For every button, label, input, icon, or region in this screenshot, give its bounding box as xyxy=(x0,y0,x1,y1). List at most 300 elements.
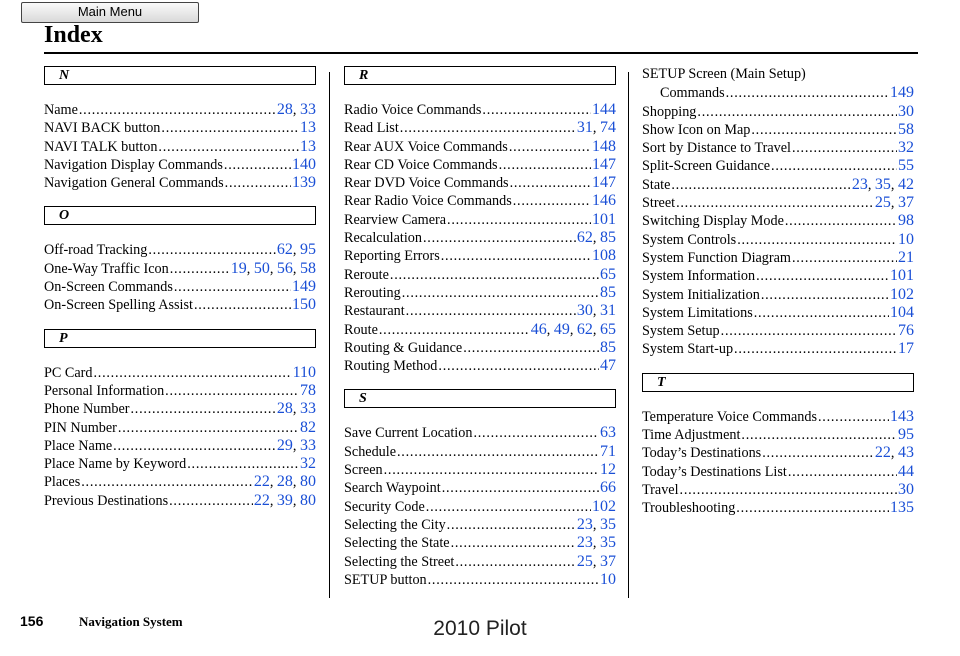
index-entry-label: Read List xyxy=(344,120,399,137)
index-entry-label: Reporting Errors xyxy=(344,248,440,265)
leader-dots xyxy=(438,358,599,375)
page-refs xyxy=(875,444,914,462)
leader-dots xyxy=(737,232,897,249)
index-entry-label: Street xyxy=(642,195,676,212)
leader-dots xyxy=(225,175,291,192)
index-entry-label: Restaurant xyxy=(344,303,405,320)
index-entry-label: Selecting the Street xyxy=(344,553,455,570)
index-entry-label: PC Card xyxy=(44,364,93,381)
page-link[interactable]: 101 xyxy=(890,267,914,285)
index-entry xyxy=(344,443,616,461)
index-entry-label: Troubleshooting xyxy=(642,500,736,517)
page-link[interactable]: 25 xyxy=(576,552,593,570)
page-refs xyxy=(577,553,616,571)
page-link[interactable]: 49 xyxy=(553,320,570,338)
index-entry-label: Phone Number xyxy=(44,401,130,418)
page-link[interactable]: 13 xyxy=(300,119,316,137)
page-refs xyxy=(600,284,616,302)
index-entry-label: Rear AUX Voice Commands xyxy=(344,138,508,155)
index-entry xyxy=(344,424,616,442)
index-entry xyxy=(44,382,316,400)
page-link[interactable]: 143 xyxy=(890,407,914,425)
leader-dots xyxy=(79,102,276,119)
index-entry xyxy=(44,119,316,137)
leader-dots xyxy=(390,267,599,284)
page-refs xyxy=(277,101,316,119)
leader-dots xyxy=(736,500,889,517)
index-entry xyxy=(344,101,616,119)
page-refs xyxy=(898,139,914,157)
page-refs xyxy=(898,103,914,121)
index-entry xyxy=(642,176,914,194)
page-refs xyxy=(898,322,914,340)
leader-dots xyxy=(499,157,591,174)
index-entry-label: Selecting the State xyxy=(344,535,450,552)
page-refs xyxy=(292,278,316,296)
page-link[interactable]: 66 xyxy=(600,479,616,497)
index-entry-label: NAVI BACK button xyxy=(44,120,161,137)
index-entry xyxy=(642,121,914,139)
page-link[interactable]: 50 xyxy=(253,259,270,277)
page-refs xyxy=(531,321,616,339)
page-link[interactable]: 85 xyxy=(600,229,616,247)
page-refs xyxy=(898,481,914,499)
page-separator: , xyxy=(592,553,600,570)
page-refs xyxy=(592,498,616,516)
leader-dots xyxy=(697,104,897,121)
page-link[interactable]: 35 xyxy=(600,515,616,533)
leader-dots xyxy=(169,493,253,510)
index-entry xyxy=(344,211,616,229)
page-refs xyxy=(592,174,616,192)
page-link[interactable]: 98 xyxy=(898,212,914,230)
page-link[interactable]: 30 xyxy=(898,480,914,498)
page-refs xyxy=(592,138,616,156)
page-link[interactable]: 29 xyxy=(276,436,293,454)
page-link[interactable]: 150 xyxy=(292,296,316,314)
leader-dots xyxy=(402,285,599,302)
page-link[interactable]: 23 xyxy=(851,175,868,193)
index-section xyxy=(642,373,914,518)
page-link[interactable]: 140 xyxy=(292,155,316,173)
index-entry xyxy=(344,119,616,137)
page-refs xyxy=(600,266,616,284)
leader-dots xyxy=(676,195,874,212)
page-link[interactable]: 82 xyxy=(300,418,316,436)
index-entry xyxy=(344,553,616,571)
page-refs xyxy=(577,516,616,534)
page-refs xyxy=(592,156,616,174)
index-entry xyxy=(642,304,914,322)
leader-dots xyxy=(721,323,897,340)
page-refs xyxy=(600,357,616,375)
index-entry-label: Show Icon on Map xyxy=(642,121,751,138)
leader-dots xyxy=(113,438,276,455)
index-section xyxy=(642,66,914,359)
index-entry-label: Place Name xyxy=(44,437,113,454)
page-link[interactable]: 31 xyxy=(576,119,593,137)
page-link[interactable]: 62 xyxy=(576,229,593,247)
page-link[interactable]: 62 xyxy=(576,320,593,338)
page-link[interactable]: 21 xyxy=(898,248,914,266)
index-entry-label: Today’s Destinations xyxy=(642,445,762,462)
page-refs xyxy=(890,286,914,304)
leader-dots xyxy=(671,177,850,194)
page-link[interactable]: 10 xyxy=(600,570,616,588)
leader-dots xyxy=(397,444,599,461)
index-entry-label: Temperature Voice Commands xyxy=(642,408,817,425)
index-entry xyxy=(344,174,616,192)
page-link[interactable]: 17 xyxy=(898,340,914,358)
index-entry-label: PIN Number xyxy=(44,419,117,436)
leader-dots xyxy=(473,425,599,442)
index-column-3 xyxy=(642,66,914,532)
section-letter-n: N xyxy=(44,66,316,85)
page-refs xyxy=(898,249,914,267)
index-entry xyxy=(642,103,914,121)
page-link[interactable]: 102 xyxy=(890,285,914,303)
page-refs xyxy=(852,176,914,194)
page-link[interactable]: 146 xyxy=(592,192,616,210)
leader-dots xyxy=(818,409,889,426)
index-entry xyxy=(642,481,914,499)
page-link[interactable]: 139 xyxy=(292,174,316,192)
index-entry xyxy=(344,357,616,375)
page-link[interactable]: 37 xyxy=(898,194,914,212)
page-refs xyxy=(300,419,316,437)
index-entry-label: Rear CD Voice Commands xyxy=(344,156,498,173)
page-link[interactable]: 22 xyxy=(874,444,891,462)
page-refs xyxy=(600,479,616,497)
leader-dots xyxy=(428,572,599,589)
index-entry-label: Places xyxy=(44,474,81,491)
index-entry-label: System Initialization xyxy=(642,286,760,303)
page-refs xyxy=(300,455,316,473)
page-link[interactable]: 104 xyxy=(890,303,914,321)
index-entry-label: On-Screen Commands xyxy=(44,279,173,296)
page-link[interactable]: 44 xyxy=(898,462,914,480)
index-entry-label: Place Name by Keyword xyxy=(44,456,187,473)
page-link[interactable]: 85 xyxy=(600,283,616,301)
leader-dots xyxy=(442,480,599,497)
index-entry-label: System Function Diagram xyxy=(642,249,791,266)
index-entry xyxy=(642,139,914,157)
index-entry xyxy=(344,498,616,516)
index-entry xyxy=(642,249,914,267)
page-separator: , xyxy=(592,230,600,247)
page-link[interactable]: 37 xyxy=(600,552,616,570)
index-entry xyxy=(44,156,316,174)
page-refs xyxy=(592,211,616,229)
leader-dots xyxy=(788,464,897,481)
page-refs xyxy=(292,174,316,192)
index-entry-label: System Controls xyxy=(642,231,737,248)
leader-dots xyxy=(751,122,897,139)
page-link[interactable]: 147 xyxy=(592,155,616,173)
leader-dots xyxy=(174,279,291,296)
leader-dots xyxy=(447,517,576,534)
index-entry-label: Routing Method xyxy=(344,358,438,375)
page-refs xyxy=(292,156,316,174)
page-link[interactable]: 28 xyxy=(276,473,293,491)
index-entry-label: System Setup xyxy=(642,323,720,340)
index-section xyxy=(44,206,316,314)
page-link[interactable]: 32 xyxy=(300,455,316,473)
page-separator: , xyxy=(292,260,300,277)
page-refs xyxy=(577,534,616,552)
page-refs xyxy=(890,499,914,517)
index-entry-label: Route xyxy=(344,321,378,338)
index-entry xyxy=(642,408,914,426)
page-link[interactable]: 63 xyxy=(600,424,616,442)
page-refs xyxy=(898,212,914,230)
page-separator: , xyxy=(592,120,600,137)
leader-dots xyxy=(131,401,276,418)
leader-dots xyxy=(741,427,897,444)
index-entry-label: One-Way Traffic Icon xyxy=(44,260,169,277)
index-entry-label: Commands xyxy=(660,85,725,102)
page-separator: , xyxy=(292,102,300,118)
page-link[interactable]: 58 xyxy=(300,259,316,277)
leader-dots xyxy=(379,322,530,339)
page-refs xyxy=(292,296,316,314)
page-link[interactable]: 55 xyxy=(898,157,914,175)
page-link[interactable]: 28 xyxy=(276,101,293,118)
index-entry xyxy=(44,101,316,119)
page-link[interactable]: 33 xyxy=(300,101,316,118)
page-link[interactable]: 47 xyxy=(600,357,616,375)
leader-dots xyxy=(426,499,591,516)
index-entry-label: On-Screen Spelling Assist xyxy=(44,297,193,314)
index-entry xyxy=(642,194,914,212)
page-separator: , xyxy=(246,260,254,277)
page-link[interactable]: 39 xyxy=(276,491,293,509)
page-link[interactable]: 147 xyxy=(592,174,616,192)
page-link[interactable]: 80 xyxy=(300,473,316,491)
leader-dots xyxy=(726,85,889,102)
page-refs xyxy=(254,492,316,510)
page-link[interactable]: 74 xyxy=(600,119,616,137)
index-entry xyxy=(344,302,616,320)
page-refs xyxy=(600,461,616,479)
page-link[interactable]: 144 xyxy=(592,101,616,118)
page-refs xyxy=(898,231,914,249)
page-link[interactable]: 80 xyxy=(300,491,316,509)
index-entry-label: Schedule xyxy=(344,443,397,460)
page-link[interactable]: 32 xyxy=(898,139,914,157)
index-entry xyxy=(344,516,616,534)
page-refs xyxy=(600,571,616,589)
page-refs xyxy=(254,473,316,491)
page-refs xyxy=(890,304,914,322)
page-link[interactable]: 46 xyxy=(530,320,547,338)
index-entry xyxy=(344,266,616,284)
page-link[interactable]: 22 xyxy=(253,473,270,491)
index-entry xyxy=(44,278,316,296)
index-entry xyxy=(642,212,914,230)
index-entry-label: System Limitations xyxy=(642,304,753,321)
page-link[interactable]: 12 xyxy=(600,461,616,479)
main-menu-button[interactable]: Main Menu xyxy=(21,2,199,23)
index-entry-label: Save Current Location xyxy=(344,425,473,442)
page-link[interactable]: 76 xyxy=(898,322,914,340)
page-link[interactable]: 19 xyxy=(230,259,247,277)
page-link[interactable]: 35 xyxy=(874,175,891,193)
page-link[interactable]: 42 xyxy=(898,175,914,193)
page-link[interactable]: 108 xyxy=(592,247,616,265)
index-entry xyxy=(344,534,616,552)
index-entry xyxy=(344,339,616,357)
leader-dots xyxy=(118,420,299,437)
index-entry xyxy=(642,322,914,340)
page-link[interactable]: 85 xyxy=(600,338,616,356)
page-link[interactable]: 31 xyxy=(600,302,616,320)
page-link[interactable]: 58 xyxy=(898,120,914,138)
index-entry xyxy=(642,157,914,175)
index-entry xyxy=(642,267,914,285)
index-entry xyxy=(44,419,316,437)
page-link[interactable]: 149 xyxy=(292,278,316,296)
page-link[interactable]: 56 xyxy=(276,259,293,277)
page-link[interactable]: 102 xyxy=(592,497,616,515)
page-link[interactable]: 95 xyxy=(898,426,914,444)
section-letter-o: O xyxy=(44,206,316,225)
page-link[interactable]: 135 xyxy=(890,499,914,517)
page-separator: , xyxy=(592,535,600,552)
index-entry-label: Recalculation xyxy=(344,230,422,247)
page-separator: , xyxy=(592,516,600,533)
page-refs xyxy=(898,157,914,175)
page-refs xyxy=(277,400,316,418)
page-link[interactable]: 22 xyxy=(253,491,270,509)
index-entry-label: Previous Destinations xyxy=(44,492,169,509)
column-divider xyxy=(628,72,629,598)
index-section xyxy=(44,329,316,510)
leader-dots xyxy=(785,213,897,230)
section-letter-t: T xyxy=(642,373,914,392)
page-refs xyxy=(300,382,316,400)
index-entry-label: Split-Screen Guidance xyxy=(642,158,771,175)
index-entry-label: Screen xyxy=(344,462,383,479)
leader-dots xyxy=(792,250,897,267)
index-entry-label: Selecting the City xyxy=(344,516,446,533)
leader-dots xyxy=(187,456,299,473)
page-link[interactable]: 30 xyxy=(576,302,593,320)
column-divider xyxy=(329,72,330,598)
leader-dots xyxy=(441,248,591,265)
index-section xyxy=(344,389,616,589)
leader-dots xyxy=(680,482,897,499)
page-link[interactable]: 30 xyxy=(898,102,914,120)
page-link[interactable]: 71 xyxy=(600,442,616,460)
page-refs xyxy=(577,119,616,137)
index-entry xyxy=(344,156,616,174)
page-link[interactable]: 95 xyxy=(300,241,316,259)
page-link[interactable]: 23 xyxy=(576,534,593,552)
page-link[interactable]: 33 xyxy=(300,400,316,418)
page-link[interactable]: 35 xyxy=(600,534,616,552)
index-section xyxy=(44,66,316,192)
index-entry-label: Name xyxy=(44,102,78,118)
page-link[interactable]: 43 xyxy=(898,444,914,462)
index-entry xyxy=(344,479,616,497)
index-entry-label: Rerouting xyxy=(344,284,401,301)
index-entry-label: Navigation Display Commands xyxy=(44,156,223,173)
page-separator: , xyxy=(269,260,277,277)
index-entry xyxy=(44,174,316,192)
page-link[interactable]: 78 xyxy=(300,381,316,399)
leader-dots xyxy=(463,340,599,357)
index-entry-label: System Start-up xyxy=(642,341,734,358)
index-entry-label: Security Code xyxy=(344,498,425,515)
page-link[interactable]: 101 xyxy=(592,210,616,228)
page-refs xyxy=(577,229,616,247)
index-entry xyxy=(642,426,914,444)
index-entry xyxy=(344,571,616,589)
page-link[interactable]: 65 xyxy=(600,265,616,283)
index-entry xyxy=(642,231,914,249)
index-entry xyxy=(44,241,316,259)
leader-dots xyxy=(510,175,591,192)
page-link[interactable]: 10 xyxy=(898,230,914,248)
index-entry-label: State xyxy=(642,176,671,193)
index-column-2 xyxy=(344,66,616,603)
page-link[interactable]: 28 xyxy=(276,400,293,418)
index-entry xyxy=(44,400,316,418)
index-entry xyxy=(642,340,914,358)
page-link[interactable]: 23 xyxy=(576,515,593,533)
index-entry xyxy=(642,499,914,517)
index-entry xyxy=(44,260,316,278)
index-entry-label: Travel xyxy=(642,481,679,498)
page-link[interactable]: 110 xyxy=(292,363,316,381)
page-link[interactable]: 25 xyxy=(874,194,891,212)
page-refs xyxy=(577,302,616,320)
leader-dots xyxy=(224,157,291,174)
leader-dots xyxy=(148,242,276,259)
index-entry xyxy=(344,321,616,339)
page-refs xyxy=(592,192,616,210)
page-link[interactable]: 62 xyxy=(276,241,293,259)
page-refs xyxy=(898,340,914,358)
index-entry-label: NAVI TALK button xyxy=(44,138,158,155)
index-entry xyxy=(44,473,316,491)
page-link[interactable]: 148 xyxy=(592,137,616,155)
section-letter-r: R xyxy=(344,66,616,85)
index-entry-label: SETUP button xyxy=(344,571,427,588)
leader-dots xyxy=(455,554,576,571)
page-refs xyxy=(592,101,616,119)
page-link[interactable]: 65 xyxy=(600,320,616,338)
page-separator: , xyxy=(292,401,300,418)
watermark: 2010 Pilot xyxy=(433,617,527,640)
index-entry-label: Reroute xyxy=(344,266,389,283)
page-number: 156 xyxy=(20,613,44,629)
page-refs xyxy=(277,437,316,455)
page-refs xyxy=(600,443,616,461)
leader-dots xyxy=(762,445,874,462)
index-entry-label: Shopping xyxy=(642,103,697,120)
leader-dots xyxy=(451,535,576,552)
page-link[interactable]: 33 xyxy=(300,436,316,454)
page-refs xyxy=(875,194,914,212)
index-entry xyxy=(44,455,316,473)
index-entry xyxy=(344,247,616,265)
page-link[interactable]: 13 xyxy=(300,137,316,155)
leader-dots xyxy=(194,297,291,314)
page-link[interactable]: 149 xyxy=(890,84,914,102)
index-entry-label: Routing & Guidance xyxy=(344,339,463,356)
